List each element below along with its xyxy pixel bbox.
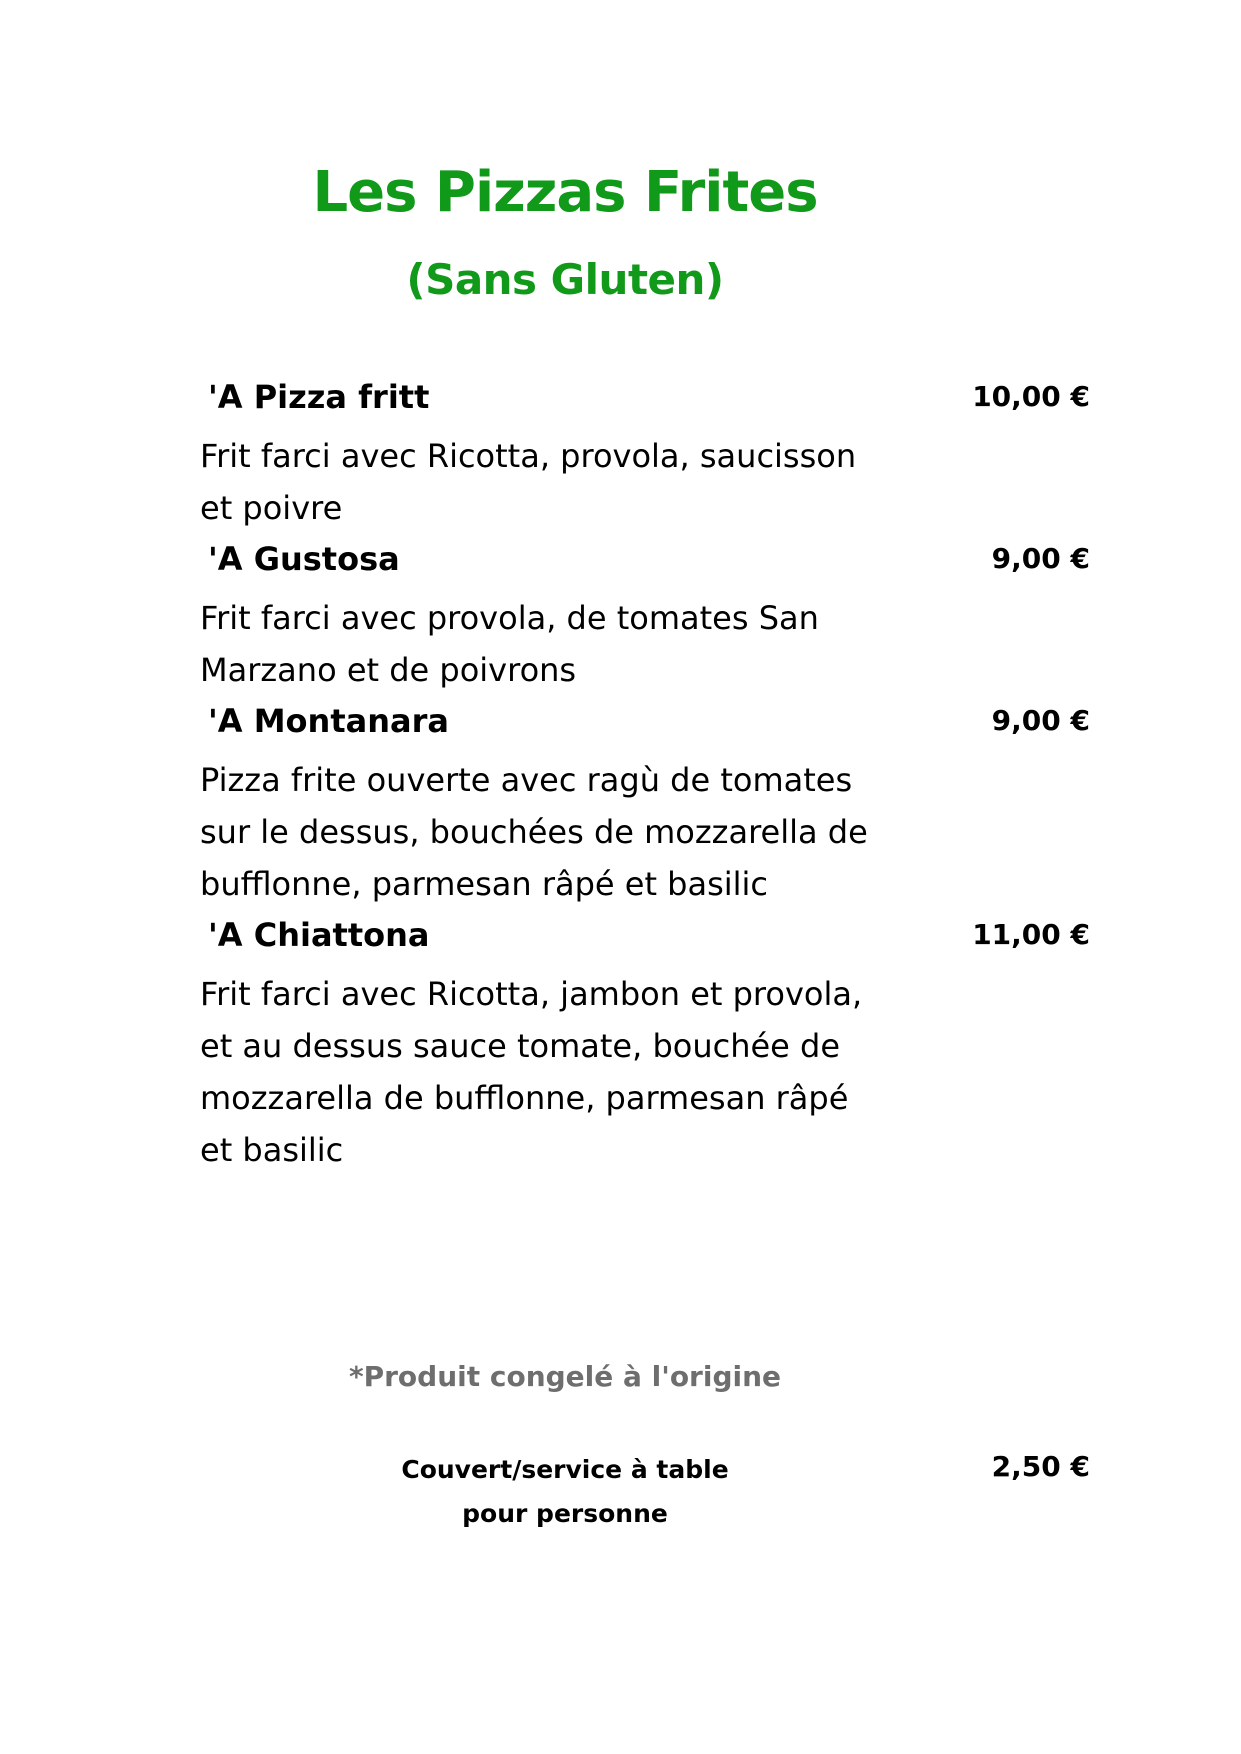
item-description-line: et basilic <box>200 1131 344 1169</box>
item-price: 9,00 € <box>991 704 1090 737</box>
item-price: 10,00 € <box>972 380 1090 413</box>
item-name: 'A Montanara <box>208 702 449 740</box>
item-name: 'A Gustosa <box>208 540 400 578</box>
cover-charge-label <box>0 1448 1130 1536</box>
cover-charge-line: Couvert/service à table <box>401 1455 729 1484</box>
item-description-line: Frit farci avec Ricotta, provola, saucisson <box>200 437 857 475</box>
item-description-line: bufflonne, parmesan râpé et basilic <box>200 865 769 903</box>
item-description-line: Frit farci avec Ricotta, jambon et provola, <box>200 975 863 1013</box>
item-description-line: mozzarella de bufflonne, parmesan râpé <box>200 1079 849 1117</box>
item-name: 'A Chiattona <box>208 916 430 954</box>
item-description-line: sur le dessus, bouchées de mozzarella de <box>200 813 868 851</box>
frozen-product-note: *Produit congelé à l'origine <box>348 1360 782 1393</box>
item-price: 9,00 € <box>991 542 1090 575</box>
item-description <box>200 592 920 696</box>
item-price: 11,00 € <box>972 918 1090 951</box>
item-description-line: Frit farci avec provola, de tomates San <box>200 599 819 637</box>
item-description-line: Pizza frite ouverte avec ragù de tomates <box>200 761 853 799</box>
item-name: 'A Pizza fritt <box>208 378 430 416</box>
item-description <box>200 430 920 534</box>
cover-charge-price: 2,50 € <box>991 1450 1090 1483</box>
cover-charge-line: pour personne <box>462 1499 668 1528</box>
item-description-line: et au dessus sauce tomate, bouchée de <box>200 1027 841 1065</box>
item-description <box>200 754 920 910</box>
menu-subtitle: (Sans Gluten) <box>406 255 724 304</box>
item-description-line: Marzano et de poivrons <box>200 651 577 689</box>
item-description <box>200 968 920 1176</box>
item-description-line: et poivre <box>200 489 343 527</box>
menu-title: Les Pizzas Frites <box>312 160 818 225</box>
